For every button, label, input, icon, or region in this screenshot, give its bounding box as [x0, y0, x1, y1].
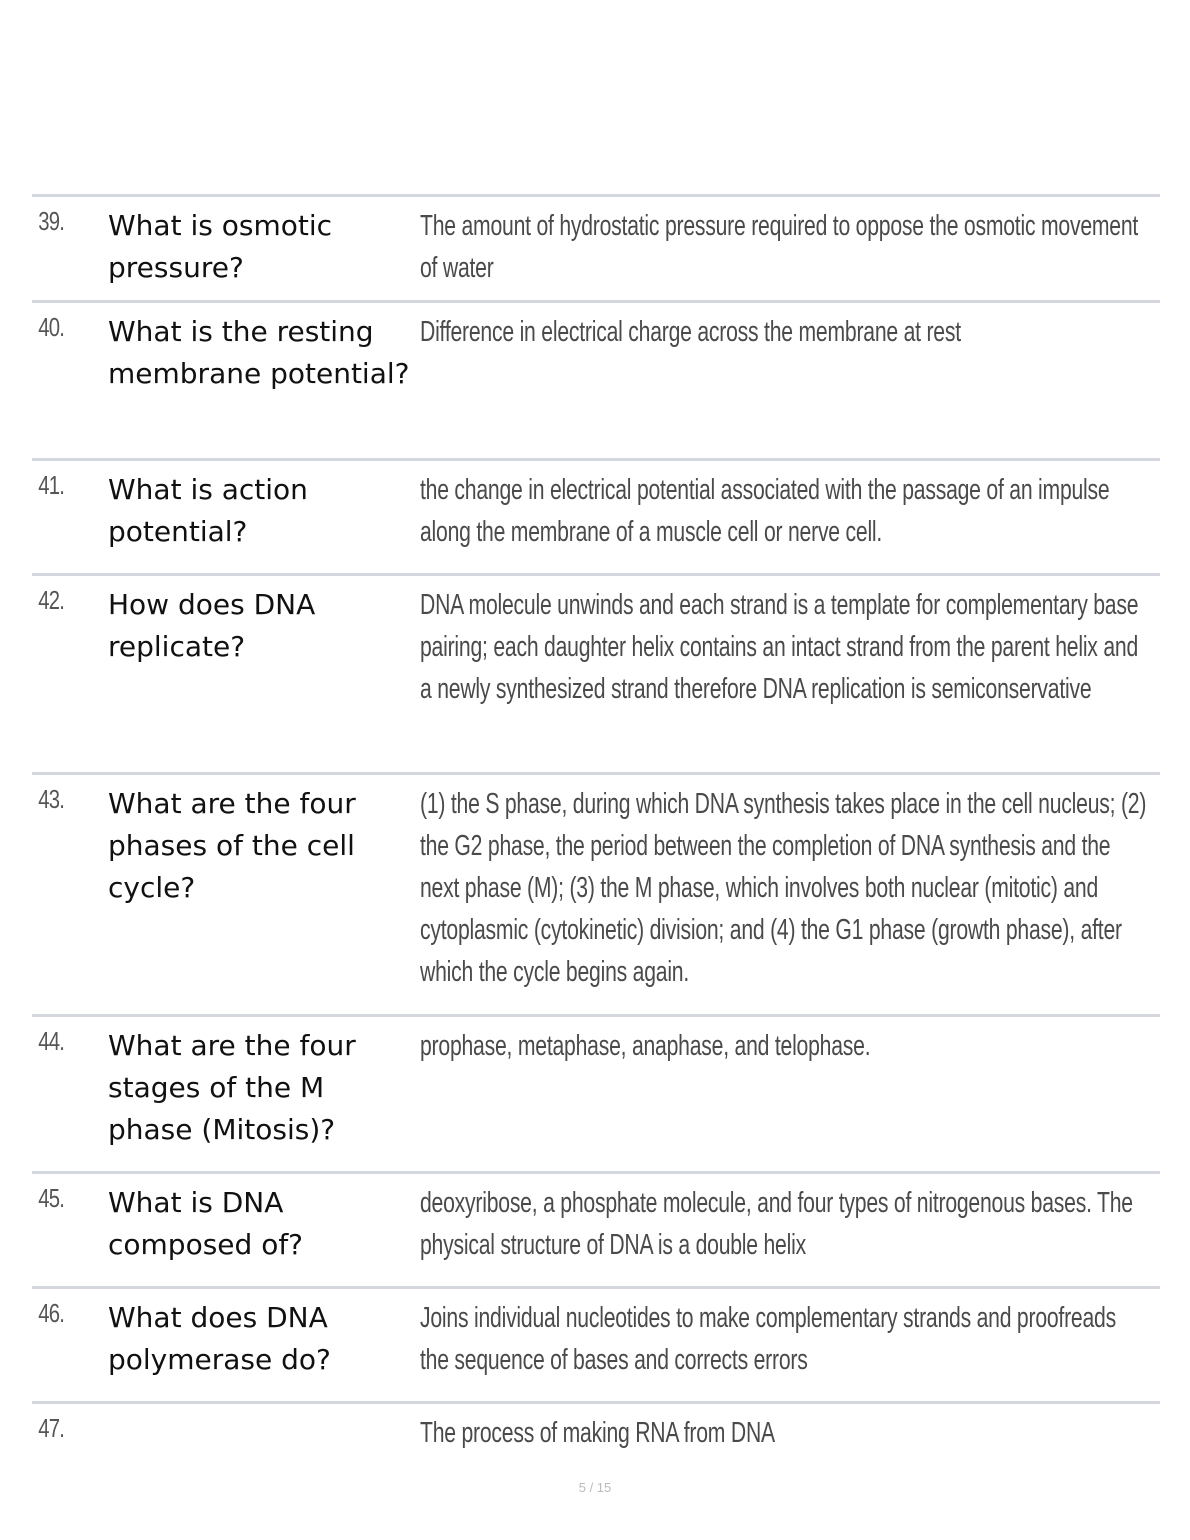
- card-definition-text: deoxyribose, a phosphate molecule, and four types of nitrogenous bases. The physical structure of DNA is a double helix: [420, 1187, 1133, 1261]
- flashcard-list: [32, 194, 1160, 1469]
- card-number: 47.: [38, 1413, 65, 1443]
- card-definition-text: The amount of hydrostatic pressure required to oppose the osmotic movement of water: [420, 210, 1139, 284]
- card-row: [32, 1286, 1160, 1401]
- card-definition: [420, 197, 1160, 300]
- card-definition: [420, 1289, 1160, 1401]
- page-indicator: 5 / 15: [578, 1480, 612, 1495]
- card-definition: [420, 1404, 1160, 1469]
- card-definition: [420, 775, 1160, 1014]
- card-row: [32, 1014, 1160, 1171]
- card-number: 46.: [38, 1298, 65, 1328]
- card-number: 45.: [38, 1183, 65, 1213]
- card-definition-text: DNA molecule unwinds and each strand is a template for complementary base pairing; each daughter helix contains an intact strand from the parent helix and a newly synthesized strand therefore DNA replication is semiconservative: [420, 589, 1139, 705]
- card-row: [32, 458, 1160, 573]
- card-number: 39.: [38, 206, 65, 236]
- card-row: [32, 772, 1160, 1014]
- card-definition-text: Difference in electrical charge across the membrane at rest: [420, 316, 961, 348]
- card-term: What is DNA composed of?: [108, 1186, 304, 1261]
- card-definition: [420, 461, 1160, 573]
- card-term: What is action potential?: [108, 473, 308, 548]
- card-row: [32, 300, 1160, 458]
- card-term: What are the four phases of the cell cycle?: [108, 787, 356, 904]
- card-row: [32, 1171, 1160, 1286]
- card-definition-text: (1) the S phase, during which DNA synthesis takes place in the cell nucleus; (2) the G2 phase, the period between the completion of DNA synthesis and the next phase (M); (3) the M phase, which involves both nuclear (mitotic) and cytoplasmic (cytokinetic) division; and (4) the G1 phase (growth phase), after which the cycle begins again.: [420, 788, 1147, 988]
- card-definition: [420, 576, 1160, 772]
- card-definition: [420, 1174, 1160, 1286]
- card-definition-text: The process of making RNA from DNA: [420, 1417, 775, 1449]
- card-definition-text: prophase, metaphase, anaphase, and telophase.: [420, 1030, 871, 1062]
- card-term: How does DNA replicate?: [108, 588, 316, 663]
- card-row: [32, 573, 1160, 772]
- card-term: What is the resting membrane potential?: [108, 315, 410, 390]
- card-row: [32, 1401, 1160, 1469]
- card-term: What is osmotic pressure?: [108, 209, 333, 284]
- card-term: What are the four stages of the M phase (Mitosis)?: [108, 1029, 356, 1146]
- card-definition-text: the change in electrical potential associated with the passage of an impulse along the membrane of a muscle cell or nerve cell.: [420, 474, 1110, 548]
- card-term: [108, 1404, 420, 1469]
- card-number: 44.: [38, 1026, 65, 1056]
- card-number: 43.: [38, 784, 65, 814]
- card-number: 42.: [38, 585, 65, 615]
- card-row: [32, 194, 1160, 300]
- card-definition-text: Joins individual nucleotides to make complementary strands and proofreads the sequence of bases and corrects errors: [420, 1302, 1116, 1376]
- card-number: 41.: [38, 470, 65, 500]
- card-definition: [420, 1017, 1160, 1171]
- card-term: What does DNA polymerase do?: [108, 1301, 331, 1376]
- card-number: 40.: [38, 312, 65, 342]
- card-definition: [420, 303, 1160, 458]
